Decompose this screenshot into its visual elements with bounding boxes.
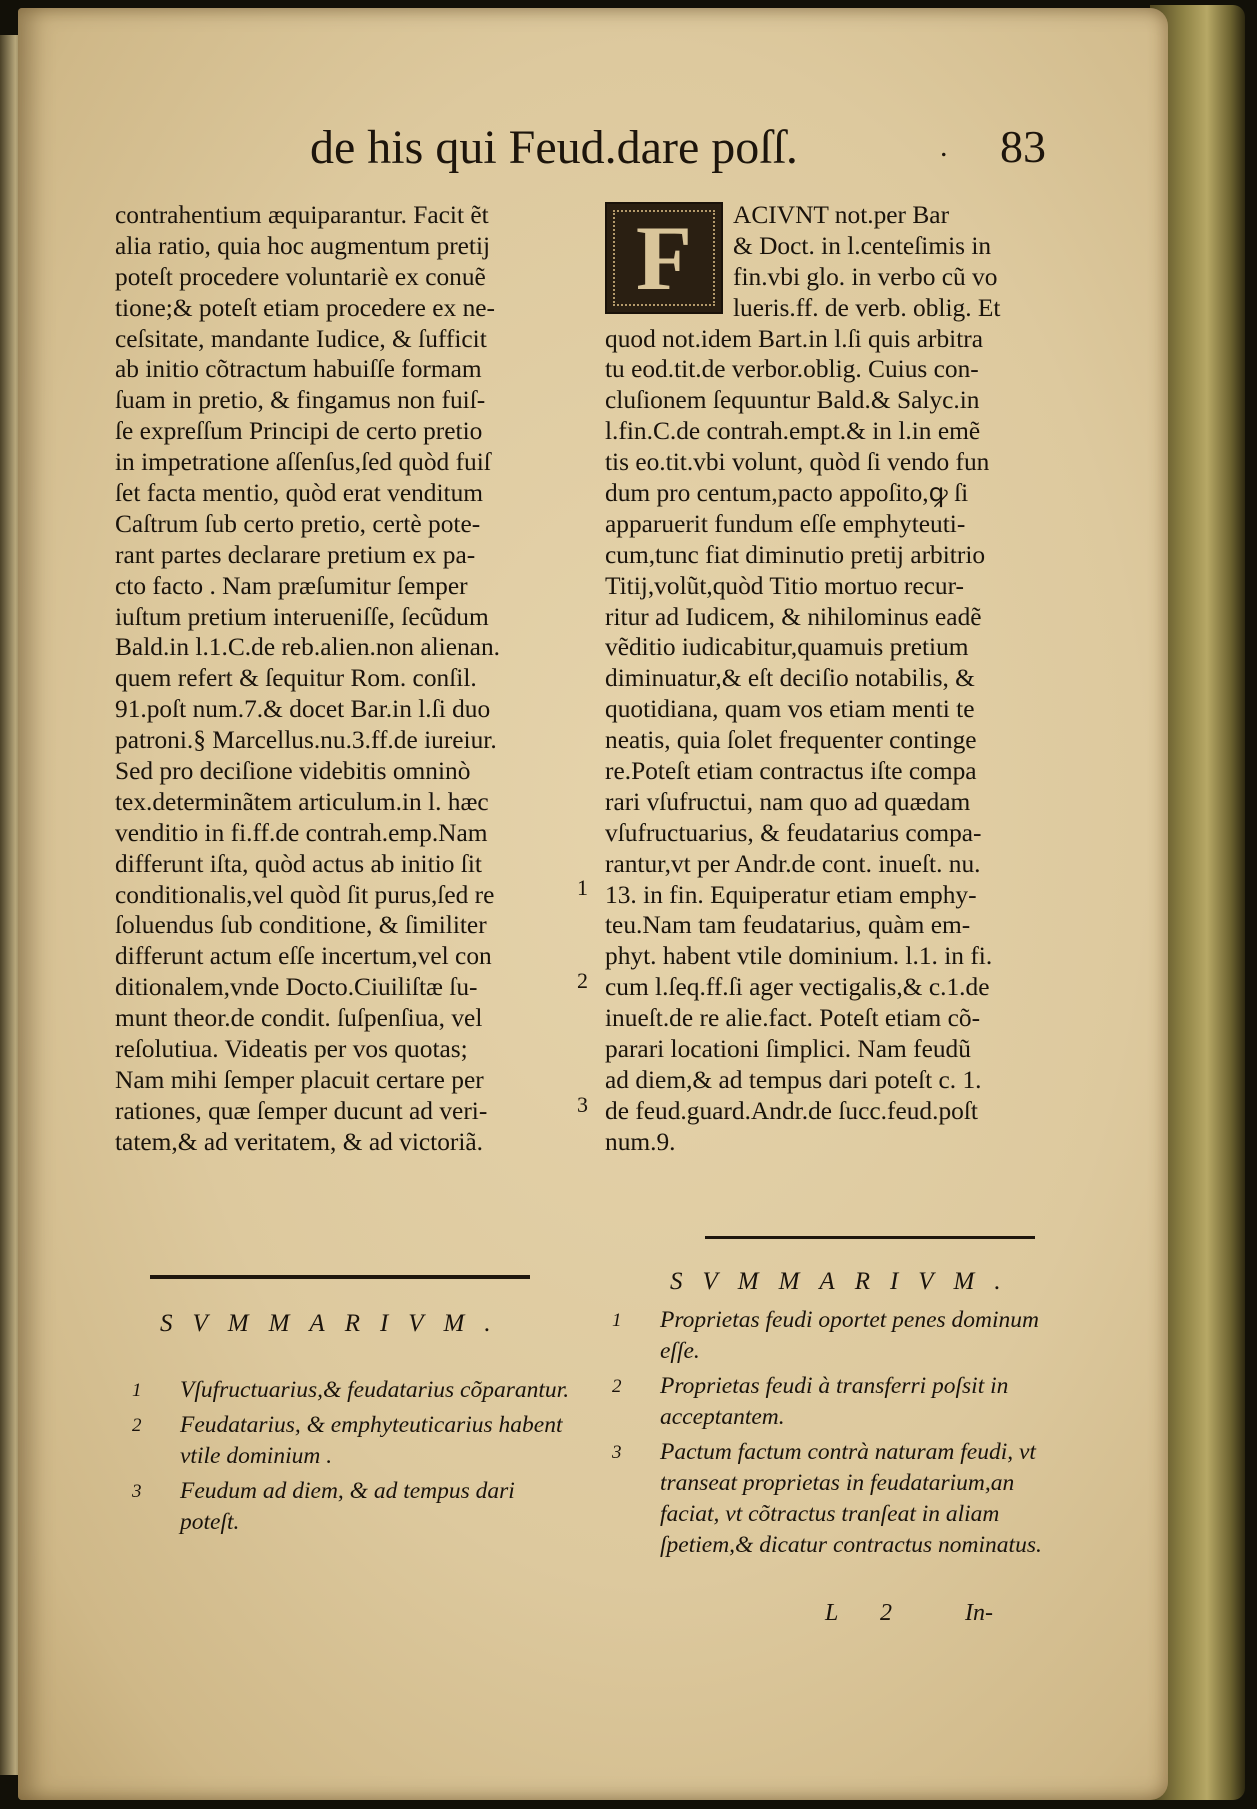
text-line: tione;& poteſt etiam procedere ex ne-: [115, 293, 495, 322]
text-line: Sed pro deciſione videbitis omninò: [115, 757, 471, 786]
text-line: reſolutiua. Videatis per vos quotas;: [115, 1035, 468, 1064]
text-line: ACIVNT not.per Bar: [733, 201, 950, 229]
summary-entry: [612, 1437, 1050, 1561]
text-line: diminuatur,& eſt deciſio notabilis, &: [605, 664, 975, 693]
text-line: rationes, quæ ſemper ducunt ad veri-: [115, 1096, 488, 1125]
text-line: phyt. habent vtile dominium. l.1. in fi.: [605, 942, 993, 971]
summary-entry-text: Proprietas feudi à transferri poſsit in acceptantem.: [660, 1373, 1009, 1430]
text-line: cum,tunc fiat diminutio pretij arbitrio: [605, 540, 986, 569]
text-line: Nam mihi ſemper placuit certare per: [115, 1065, 484, 1094]
running-title: de his qui Feud.dare poſſ.: [310, 121, 798, 174]
signature-number: 2: [880, 1600, 892, 1626]
summary-entry: [132, 1410, 570, 1472]
summary-entry-number: 1: [132, 1380, 142, 1401]
text-line: ſuam in pretio, & fingamus non fuiſ-: [115, 386, 486, 415]
text-line: cto facto . Nam præſumitur ſemper: [115, 571, 468, 600]
text-line: iuſtum pretium interueniſſe, ſecũdum: [115, 602, 489, 631]
text-line: Caſtrum ſub certo pretio, certè pote-: [115, 509, 481, 538]
signature-mark: L: [825, 1600, 839, 1626]
text-line: l.fin.C.de contrah.empt.& in l.in emẽ: [605, 417, 981, 446]
summary-heading: SVMMARIVM.: [160, 1310, 511, 1337]
section-rule: [705, 1236, 1035, 1239]
summary-entry-text: Feudum ad diem, & ad tempus dari poteſt.: [180, 1478, 515, 1535]
text-line: ab initio cõtractum habuiſſe formam: [115, 355, 482, 384]
text-line: tu eod.tit.de verbor.oblig. Cuius con-: [605, 355, 979, 384]
text-line: vſufructuarius, & feudatarius compa-: [605, 818, 982, 847]
summary-entry-number: 3: [612, 1442, 622, 1463]
text-line: patroni.§ Marcellus.nu.3.ff.de iureiur.: [115, 726, 497, 755]
text-line: neatis, quia ſolet frequenter continge: [605, 726, 977, 755]
section-rule: [150, 1275, 530, 1279]
summary-entry-text: Pactum factum contrà naturam feudi, vt transeat proprietas in feudatarium,an faciat, vt cõtractus tranſeat in aliam ſpetiem,& dicatur contractus nominatus.: [660, 1439, 1042, 1558]
text-line: vẽditio iudicabitur,quamuis pretium: [605, 633, 969, 662]
summary-entry-text: Vſufructuarius,& feudatarius cõparantur.: [180, 1377, 570, 1403]
summary-entry-number: 3: [132, 1481, 142, 1502]
summary-heading: SVMMARIVM.: [670, 1268, 1021, 1295]
text-line: Bald.in l.1.C.de reb.alien.non alienan.: [115, 633, 500, 662]
text-line: de feud.guard.Andr.de ſucc.feud.poſt: [605, 1096, 978, 1125]
margin-note-number: 1: [577, 875, 588, 900]
summary-entry: [132, 1375, 570, 1406]
summary-entry-number: 1: [612, 1310, 622, 1331]
text-line: inueſt.de re alie.fact. Poteſt etiam cõ-: [605, 1004, 981, 1033]
text-line: differunt actum eſſe incertum,vel con: [115, 942, 492, 971]
margin-note-number: 3: [577, 1092, 588, 1117]
text-line: Titij,volũt,quòd Titio mortuo recur-: [605, 571, 965, 600]
text-line: tis eo.tit.vbi volunt, quòd ſi vendo fun: [605, 448, 990, 477]
text-line: contrahentium æquiparantur. Facit ẽt: [115, 201, 489, 229]
text-line: tex.determinãtem articulum.in l. hæc: [115, 787, 489, 816]
text-line: quotidiana, quam vos etiam menti te: [605, 695, 975, 724]
summary-list: [612, 1305, 1050, 1565]
text-line: in impetratione aſſenſus,ſed quòd fuiſ: [115, 448, 491, 477]
summary-entry-number: 2: [612, 1376, 622, 1397]
summary-entry-number: 2: [132, 1415, 142, 1436]
text-line: rantur,vt per Andr.de cont. inueſt. nu.: [605, 849, 981, 878]
text-line: cluſionem ſequuntur Bald.& Salyc.in: [605, 386, 980, 415]
text-line: parari locationi ſimplici. Nam feudũ: [605, 1035, 971, 1064]
catchword: In-: [965, 1600, 993, 1626]
text-line: dum pro centum,pacto appoſito,ꝙ ſi: [605, 479, 969, 508]
running-head: [290, 120, 1110, 190]
text-line: quod not.idem Bart.in l.ſi quis arbitra: [605, 324, 983, 353]
text-line: re.Poteſt etiam contractus iſte compa: [605, 757, 977, 786]
text-line: ritur ad Iudicem, & nihilominus eadẽ: [605, 602, 982, 631]
margin-note-number: 2: [577, 968, 588, 993]
text-line: 91.poſt num.7.& docet Bar.in l.ſi duo: [115, 695, 491, 724]
text-line: ditionalem,vnde Docto.Ciuiliſtæ ſu-: [115, 973, 478, 1002]
summary-entry: [612, 1371, 1050, 1433]
text-line: rant partes declarare pretium ex pa-: [115, 540, 476, 569]
text-line: tatem,& ad veritatem, & ad victoriã.: [115, 1127, 484, 1156]
text-line: ſoluendus ſub conditione, & ſimiliter: [115, 911, 487, 940]
text-line: apparuerit fundum eſſe emphyteuti-: [605, 509, 966, 538]
text-line: venditio in fi.ff.de contrah.emp.Nam: [115, 818, 488, 847]
text-line: poteſt procedere voluntariè ex conuẽ: [115, 262, 486, 291]
text-line: lueris.ff. de verb. oblig. Et: [733, 293, 1001, 322]
text-line: ſet facta mentio, quòd erat venditum: [115, 479, 484, 508]
left-text-column: [115, 200, 565, 1158]
text-line: ceſsitate, mandante Iudice, & ſufficit: [115, 324, 487, 353]
summary-entry-text: Proprietas feudi oportet penes dominum eſſe.: [660, 1307, 1040, 1364]
text-line: num.9.: [605, 1127, 676, 1156]
text-line: munt theor.de condit. ſuſpenſiua, vel: [115, 1004, 483, 1033]
text-line: rari vſufructui, nam quo ad quædam: [605, 787, 971, 816]
text-line: teu.Nam tam feudatarius, quàm em-: [605, 911, 971, 940]
summary-list: [132, 1375, 570, 1542]
summary-entry: [132, 1476, 570, 1538]
text-line: differunt iſta, quòd actus ab initio ſit: [115, 849, 482, 878]
text-line: ad diem,& ad tempus dari poteſt c. 1.: [605, 1065, 982, 1094]
initial-letter: F: [635, 206, 693, 309]
page-number: 83: [1000, 121, 1046, 172]
text-line: ſe expreſſum Principi de certo pretio: [115, 417, 483, 446]
text-line: fin.vbi glo. in verbo cũ vo: [733, 262, 998, 291]
running-head-dot: .: [940, 130, 948, 163]
text-line: cum l.ſeq.ff.ſi ager vectigalis,& c.1.de: [605, 973, 990, 1002]
text-line: quem refert & ſequitur Rom. conſil.: [115, 664, 477, 693]
text-line: & Doct. in l.centeſimis in: [733, 231, 992, 260]
summary-entry: [612, 1305, 1050, 1367]
text-line: conditionalis,vel quòd ſit purus,ſed re: [115, 880, 495, 909]
text-line: alia ratio, quia hoc augmentum pretij: [115, 231, 491, 260]
summary-entry-text: Feudatarius, & emphyteuticarius habent vtile dominium .: [180, 1412, 563, 1469]
text-line: 13. in fin. Equiperatur etiam emphy-: [605, 880, 977, 909]
